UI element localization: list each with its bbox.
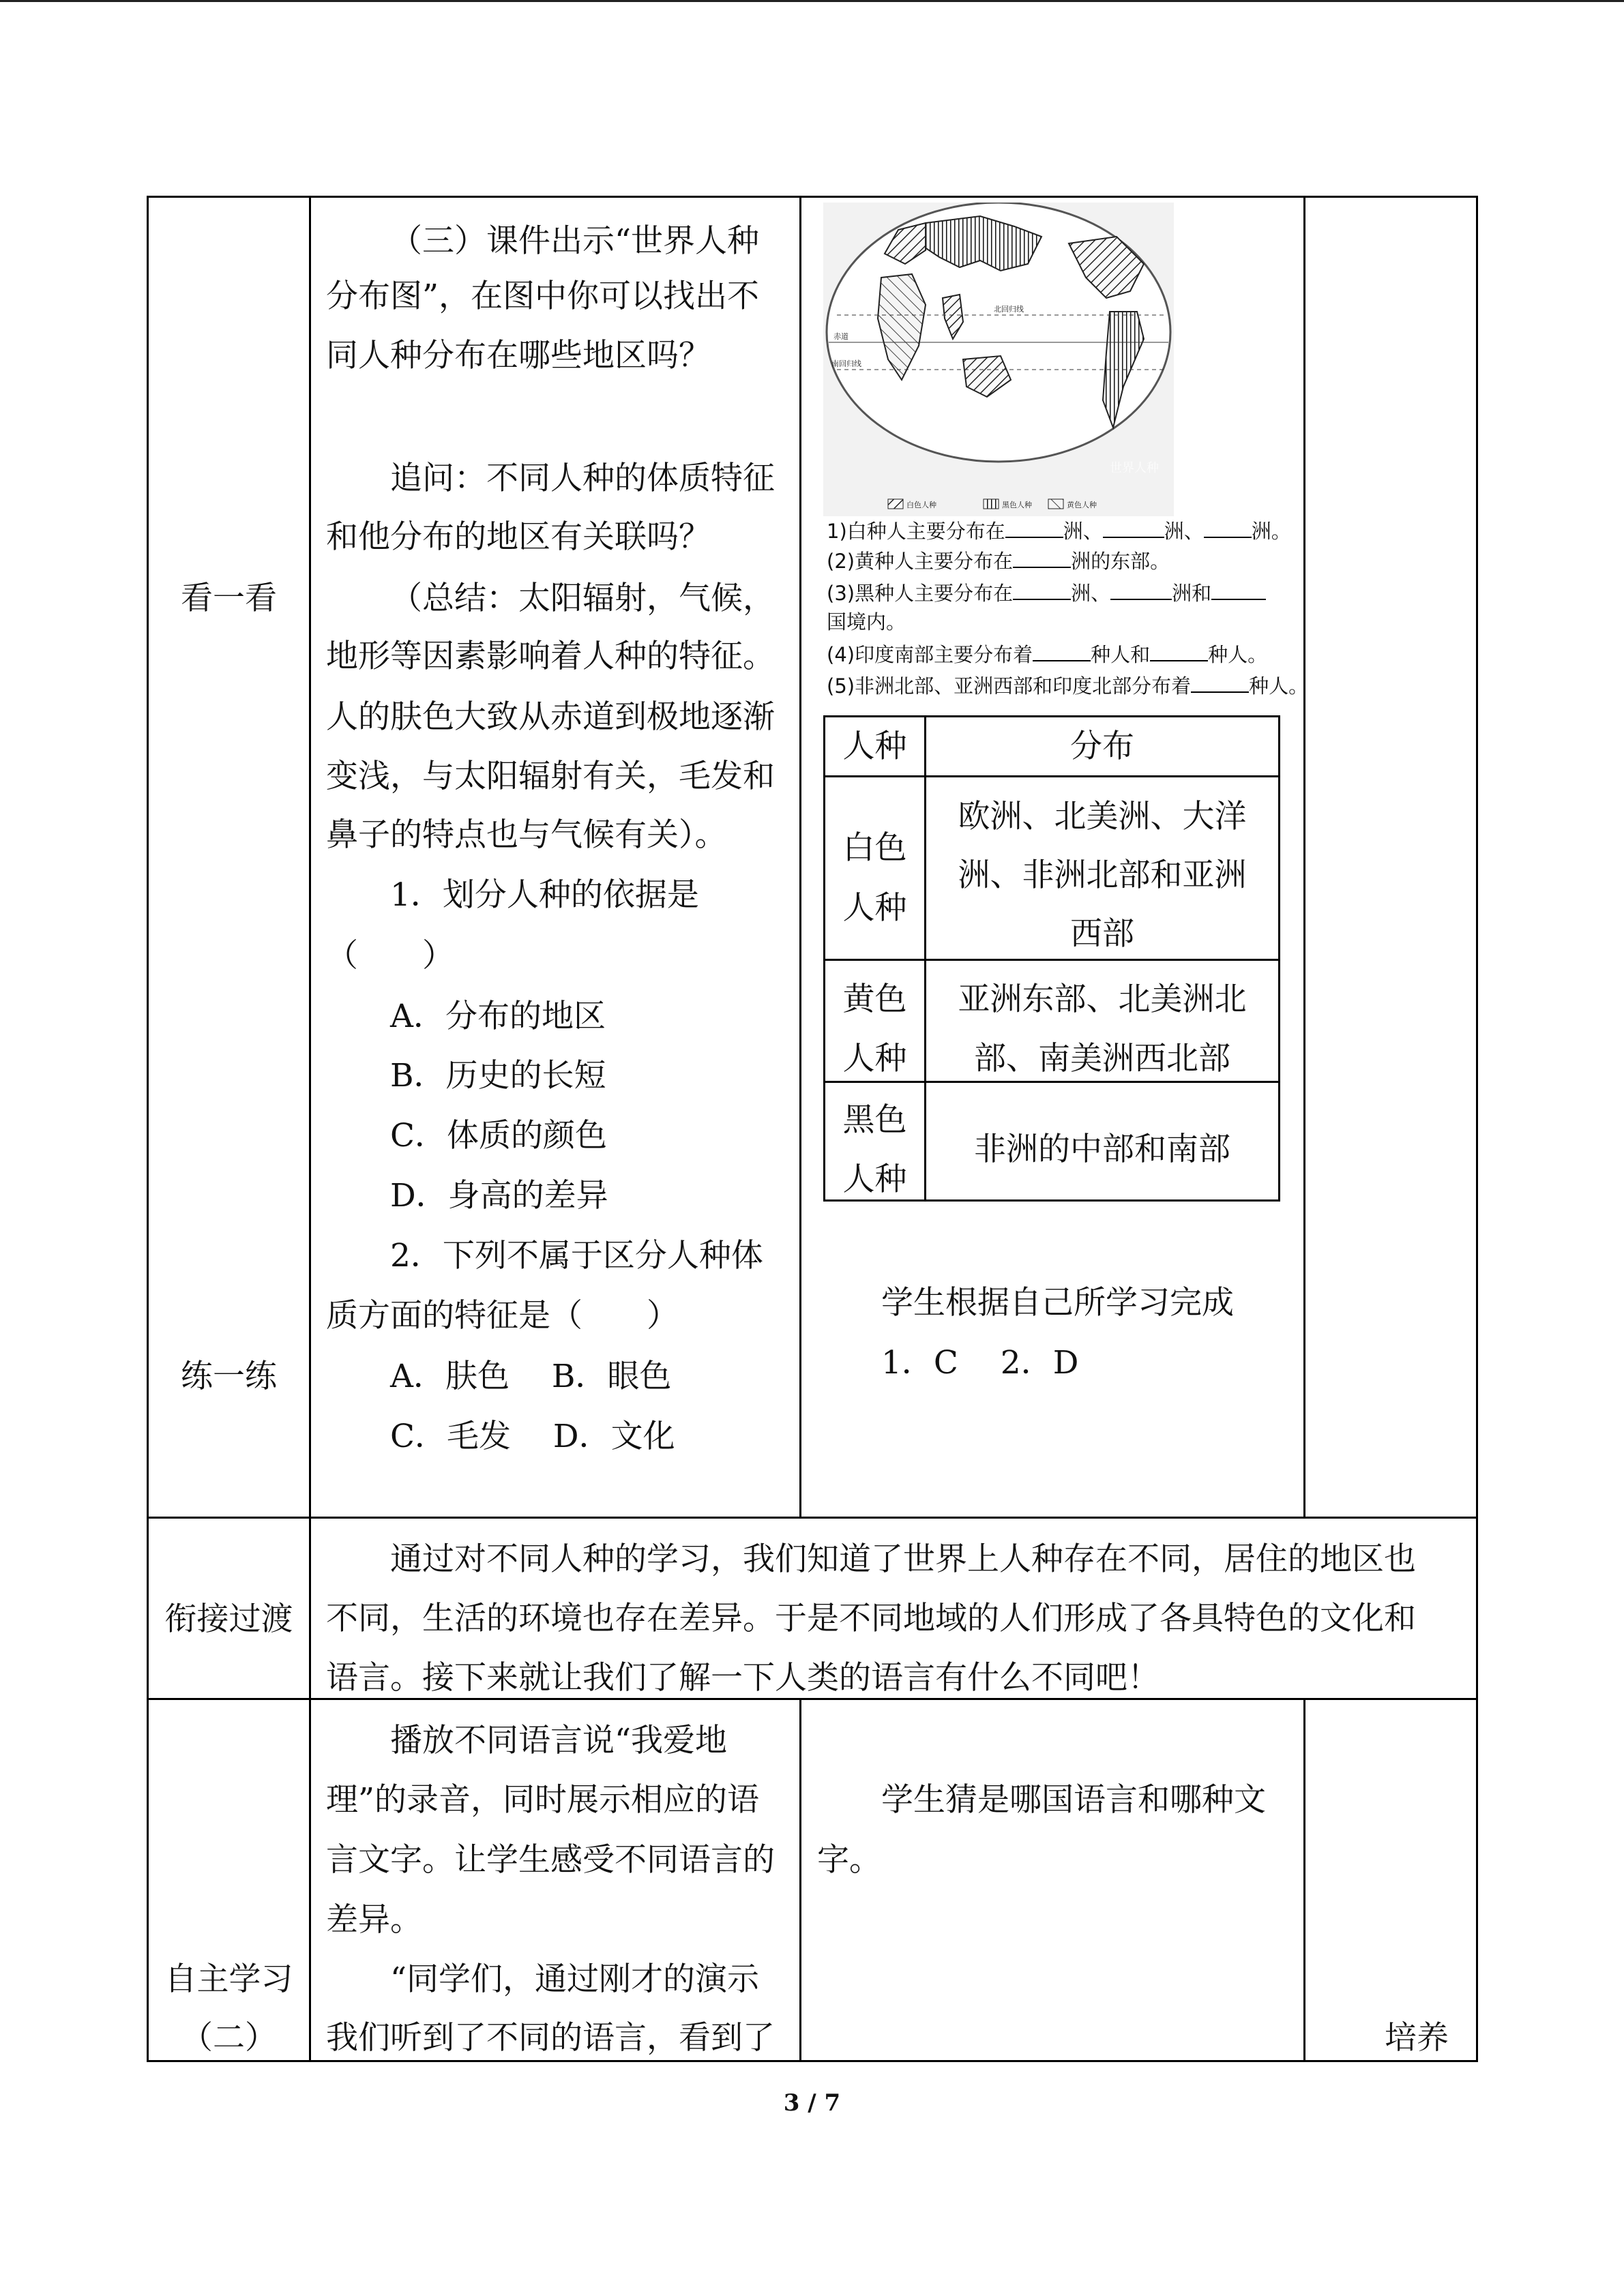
zizhu-text-line: “同学们，通过刚才的演示 [390, 1960, 760, 1998]
blank [1013, 578, 1071, 600]
race-white-dist: 欧洲、北美洲、大洋 [958, 798, 1247, 835]
blank [1110, 578, 1172, 600]
question-1-paren: （ ） [326, 937, 454, 974]
fill-question-3-cont: 国境内。 [827, 610, 906, 633]
table-border-right [1476, 196, 1478, 2062]
question-2-option: C．毛发 D．文化 [390, 1418, 675, 1455]
teacher-text-line: 人的肤色大致从赤道到极地逐渐 [326, 698, 775, 736]
blank [1211, 578, 1266, 600]
row-label-xianjie: 衔接过渡 [164, 1600, 293, 1638]
blank [1191, 671, 1249, 693]
question-1-option: D．身高的差异 [390, 1177, 608, 1214]
row-divider-1 [147, 1517, 1478, 1519]
map-label-equator: 赤道 [833, 332, 848, 341]
zizhu-text-line: 我们听到了不同的语言，看到了 [326, 2019, 775, 2057]
question-1: 1．划分人种的依据是 [390, 876, 699, 914]
blank [1013, 546, 1071, 568]
world-race-map [823, 203, 1174, 516]
student-guess-text: 字。 [817, 1841, 881, 1879]
fill-question-2: (2)黄种人主要分布在 洲的东部。 [827, 545, 1170, 578]
row-label-kan: 看一看 [181, 580, 277, 617]
teacher-text-line: 地形等因素影响着人种的特征。 [326, 638, 775, 675]
legend-black: 黑色人种 [1002, 501, 1032, 509]
teacher-text-line: 和他分布的地区有关联吗？ [326, 518, 711, 556]
blank [1033, 640, 1091, 661]
map-watermark: 世界人种 [1110, 461, 1159, 475]
race-yellow-label: 黄色 [842, 981, 907, 1018]
teacher-text-line: 追问：不同人种的体质特征 [390, 460, 775, 497]
teacher-text-line: 同人种分布在哪些地区吗？ [326, 337, 711, 374]
row-label-zizhu-1: 自主学习 [164, 1960, 293, 1998]
teacher-text-line: （三）课件出示“世界人种 [390, 222, 760, 260]
race-white-dist: 西部 [1070, 915, 1134, 953]
transition-text-line: 语言。接下来就让我们了解一下人类的语言有什么不同吧！ [326, 1659, 1160, 1697]
zizhu-text-line: 播放不同语言说“我爱地 [390, 1722, 728, 1759]
fill-question-5: (5)非洲北部、亚洲西部和印度北部分布着 种人。 [827, 670, 1308, 703]
col-divider-3a [1303, 196, 1305, 1517]
student-answers: 1．C 2．D [881, 1344, 1079, 1382]
question-2: 2．下列不属于区分人种体 [390, 1237, 763, 1274]
top-border-line [0, 0, 1624, 2]
race-white-dist: 洲、非洲北部和亚洲 [958, 856, 1247, 894]
race-yellow-dist: 亚洲东部、北美洲北 [958, 981, 1247, 1018]
col-divider-3b [1303, 1698, 1305, 2062]
race-table [823, 715, 1280, 1202]
question-1-option: C．体质的颜色 [390, 1117, 607, 1154]
blank [1103, 516, 1164, 538]
teacher-text-line: 变浅，与太阳辐射有关，毛发和 [326, 758, 775, 795]
fill-question-3: (3)黑种人主要分布在 洲、 洲和 [827, 577, 1266, 610]
race-white-label: 白色 [842, 829, 907, 867]
zizhu-text-line: 差异。 [326, 1901, 422, 1939]
race-black-dist: 非洲的中部和南部 [974, 1131, 1230, 1168]
map-label-south-tropic: 南回归线 [831, 359, 861, 368]
legend-yellow: 黄色人种 [1067, 501, 1097, 509]
col-divider-2b [799, 1698, 801, 2062]
world-race-map-svg [823, 203, 1174, 516]
table-border-top [147, 196, 1478, 198]
page-number: 3 / 7 [783, 2089, 841, 2117]
teacher-text-line: 鼻子的特点也与气候有关）。 [326, 816, 727, 854]
race-yellow-label: 人种 [842, 1040, 907, 1077]
zizhu-text-line: 理”的录音，同时展示相应的语 [326, 1781, 760, 1819]
question-2: 质方面的特征是（ ） [326, 1297, 679, 1335]
blank [1005, 516, 1063, 538]
table-border-left [147, 196, 149, 2062]
race-table-header-race: 人种 [842, 728, 907, 765]
map-label-north-tropic: 北回归线 [994, 305, 1024, 314]
col-divider-1 [309, 196, 311, 2062]
teacher-text-line: （总结：太阳辐射，气候， [390, 580, 775, 617]
col-divider-2a [799, 196, 801, 1517]
race-white-label: 人种 [842, 889, 907, 927]
row-label-zizhu-2: （二） [181, 2019, 277, 2057]
student-text: 学生根据自己所学习完成 [881, 1284, 1234, 1322]
legend-white: 白色人种 [906, 501, 936, 509]
transition-text-line: 通过对不同人种的学习，我们知道了世界上人种存在不同，居住的地区也 [390, 1540, 1416, 1578]
race-black-label: 黑色 [842, 1101, 907, 1139]
blank [1150, 640, 1208, 661]
blank [1204, 516, 1252, 538]
row-label-lian: 练一练 [181, 1358, 277, 1395]
zizhu-text-line: 言文字。让学生感受不同语言的 [326, 1841, 775, 1879]
race-yellow-dist: 部、南美洲西北部 [974, 1040, 1230, 1077]
race-black-label: 人种 [842, 1161, 907, 1198]
teacher-text-line: 分布图”，在图中你可以找出不 [326, 278, 760, 315]
race-table-header-dist: 分布 [1070, 728, 1134, 765]
question-2-option: A．肤色 B．眼色 [390, 1358, 672, 1395]
fill-question-1: 1)白种人主要分布在 洲、 洲、 洲。 [827, 515, 1291, 548]
fill-question-4: (4)印度南部主要分布着 种人和 种人。 [827, 638, 1267, 672]
student-guess-text: 学生猜是哪国语言和哪种文 [881, 1781, 1266, 1819]
question-1-option: B．历史的长短 [390, 1057, 606, 1094]
question-1-option: A．分布的地区 [390, 998, 606, 1035]
transition-text-line: 不同，生活的环境也存在差异。于是不同地域的人们形成了各具特色的文化和 [326, 1600, 1416, 1637]
last-column-text: 培养 [1385, 2019, 1449, 2057]
